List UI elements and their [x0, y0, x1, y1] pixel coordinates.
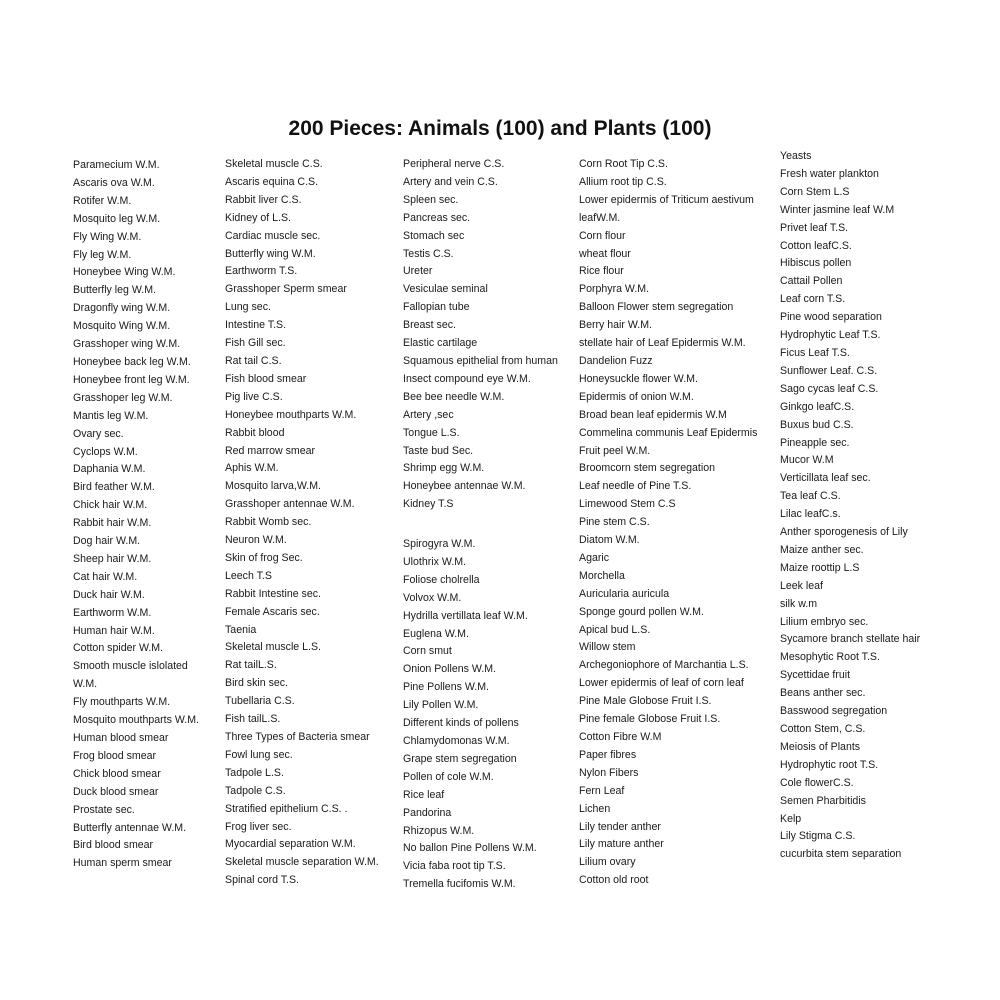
list-item: Mosquito leg W.M. — [73, 212, 161, 225]
list-item: Rabbit liver C.S. — [225, 193, 302, 206]
list-item: Smooth muscle islolated — [73, 660, 188, 673]
list-item: Corn Stem L.S — [780, 185, 850, 198]
list-item: Lichen — [579, 802, 611, 815]
list-item: Cardiac muscle sec. — [225, 229, 321, 242]
animals-list-column-3 — [403, 156, 558, 514]
list-item: Lily mature anther — [579, 838, 664, 851]
list-item: leafW.M. — [579, 211, 621, 224]
list-item: Honeybee front leg W.M. — [73, 373, 190, 386]
list-item: Leaf needle of Pine T.S. — [579, 480, 692, 493]
list-item: Sago cycas leaf C.S. — [780, 382, 879, 395]
list-item: Balloon Flower stem segregation — [579, 301, 734, 314]
list-item: Rabbit Intestine sec. — [225, 587, 321, 600]
list-item: Spirogyra W.M. — [403, 538, 476, 550]
list-item: Fly leg W.M. — [73, 248, 132, 261]
list-item: Fly mouthparts W.M. — [73, 696, 171, 709]
list-item: Cotton leafC.S. — [780, 239, 852, 252]
list-item: Lower epidermis of leaf of corn leaf — [579, 677, 744, 690]
list-item: Human blood smear — [73, 732, 169, 744]
list-item: Fly Wing W.M. — [73, 230, 142, 243]
list-item: Ficus Leaf T.S. — [780, 346, 850, 359]
list-item: Rat tailL.S. — [225, 659, 277, 672]
list-item: Honeybee antennae W.M. — [403, 480, 526, 493]
list-item: Elastic cartilage — [403, 337, 478, 350]
list-item: Cotton Stem, C.S. — [780, 723, 866, 735]
list-item: Lung sec. — [225, 301, 271, 314]
list-item: Leek leaf — [780, 579, 823, 592]
list-item: Human hair W.M. — [73, 624, 155, 637]
list-item: Grasshoper Sperm smear — [225, 283, 347, 296]
list-item: Prostate sec. — [73, 803, 135, 816]
list-item: Ulothrix W.M. — [403, 555, 466, 568]
list-item: Cotton old root — [579, 874, 649, 887]
list-item: Cotton spider W.M. — [73, 642, 164, 655]
list-item: Rice leaf — [403, 788, 445, 801]
list-item: cucurbita stem separation — [780, 848, 902, 861]
list-item: Hydrilla vertillata leaf W.M. — [403, 609, 528, 622]
list-item: Kidney of L.S. — [225, 211, 291, 224]
list-item: Hibiscus pollen — [780, 257, 852, 270]
list-item: Taenia — [225, 623, 257, 636]
list-item: Pollen of cole W.M. — [403, 770, 494, 783]
list-item: Apical bud L.S. — [579, 623, 651, 636]
list-item: Sponge gourd pollen W.M. — [579, 605, 704, 618]
list-item: Human sperm smear — [73, 857, 172, 870]
list-item: Squamous epithelial from human — [403, 354, 558, 367]
list-item: Ginkgo leafC.S. — [780, 400, 855, 413]
list-item: Spleen sec. — [403, 193, 459, 206]
list-item: Ascaris equina C.S. — [225, 175, 319, 188]
list-item: Artery and vein C.S. — [403, 175, 498, 188]
list-item: Rabbit blood — [225, 426, 285, 439]
list-item: Kelp — [780, 812, 802, 825]
list-item: No ballon Pine Pollens W.M. — [403, 842, 537, 855]
list-item: Skeletal muscle L.S. — [225, 641, 321, 654]
list-item: Butterfly wing W.M. — [225, 247, 316, 260]
list-item: Lilac leafC.s. — [780, 508, 841, 521]
list-item: Corn smut — [403, 645, 452, 658]
list-item: Rat tail C.S. — [225, 354, 282, 367]
list-item: stellate hair of Leaf Epidermis W.M. — [579, 337, 746, 350]
list-item: Tremella fucifomis W.M. — [403, 878, 516, 891]
list-item: Female Ascaris sec. — [225, 605, 320, 618]
list-item: Pine wood separation — [780, 311, 882, 324]
list-item: Honeybee back leg W.M. — [73, 355, 191, 368]
list-item: Nylon Fibers — [579, 766, 639, 779]
list-item: Breast sec. — [403, 319, 456, 332]
list-item: Aphis W.M. — [225, 462, 279, 475]
list-item: Mesophytic Root T.S. — [780, 651, 880, 664]
list-item: Rhizopus W.M. — [403, 824, 475, 837]
list-item: Rice flour — [579, 265, 624, 278]
list-item: Pine stem C.S. — [579, 516, 650, 529]
list-item: Mosquito mouthparts W.M. — [73, 714, 199, 727]
list-item: Myocardial separation W.M. — [225, 838, 356, 851]
list-item: Honeybee Wing W.M. — [73, 266, 176, 279]
list-item: Frog liver sec. — [225, 820, 292, 833]
list-item: Cat hair W.M. — [73, 570, 138, 583]
list-item: Insect compound eye W.M. — [403, 372, 531, 385]
list-item: Tubellaria C.S. — [225, 695, 295, 708]
list-item: Onion Pollens W.M. — [403, 663, 497, 676]
list-item: Corn Root Tip C.S. — [579, 158, 668, 170]
list-item: Semen Pharbitidis — [780, 794, 866, 807]
list-item: Chick hair W.M. — [73, 499, 148, 512]
list-item: Broad bean leaf epidermis W.M — [579, 408, 727, 421]
list-item: Frog blood smear — [73, 749, 157, 762]
list-item: Mucor W.M — [780, 454, 834, 467]
list-item: Cattail Pollen — [780, 275, 843, 288]
list-item: Fruit peel W.M. — [579, 444, 651, 457]
list-item: Fish tailL.S. — [225, 713, 281, 726]
list-item: Skin of frog Sec. — [225, 551, 303, 564]
list-item: Broomcorn stem segregation — [579, 462, 716, 475]
list-item: Duck hair W.M. — [73, 588, 145, 601]
list-item: Willow stem — [579, 641, 636, 654]
list-item: Bird feather W.M. — [73, 481, 155, 494]
list-item: Spinal cord T.S. — [225, 874, 300, 887]
list-item: Sycettidae fruit — [780, 669, 851, 682]
list-item: silk w.m — [780, 597, 818, 610]
list-item: Shrimp egg W.M. — [403, 462, 485, 475]
list-item: Pine Pollens W.M. — [403, 681, 489, 694]
list-item: Neuron W.M. — [225, 534, 287, 547]
list-item: Kidney T.S — [403, 498, 454, 511]
list-item: Skeletal muscle C.S. — [225, 158, 323, 170]
list-item: Meiosis of Plants — [780, 740, 861, 753]
list-item: Duck blood smear — [73, 785, 159, 798]
list-item: Butterfly leg W.M. — [73, 284, 157, 297]
list-item: Daphania W.M. — [73, 463, 146, 476]
list-item: Berry hair W.M. — [579, 319, 652, 332]
list-item: Corn flour — [579, 229, 626, 242]
list-item: Ovary sec. — [73, 427, 124, 440]
list-item: Commelina communis Leaf Epidermis — [579, 426, 758, 439]
list-item: Stratified epithelium C.S. . — [225, 802, 348, 815]
list-item: Pine Male Globose Fruit I.S. — [579, 695, 712, 708]
list-item: Foliose cholrella — [403, 573, 480, 586]
list-item: Porphyra W.M. — [579, 283, 650, 296]
plants-list-column-4 — [579, 156, 757, 890]
list-item: Fern Leaf — [579, 784, 625, 797]
list-item: Pandorina — [403, 806, 452, 819]
list-item: Ureter — [403, 265, 433, 278]
list-item: Skeletal muscle separation W.M. — [225, 856, 379, 869]
list-item: Yeasts — [780, 150, 812, 162]
list-item: Anther sporogenesis of Lily — [780, 526, 908, 539]
list-item: Fallopian tube — [403, 301, 470, 314]
list-item: Lilium embryo sec. — [780, 615, 869, 628]
list-item: wheat flour — [579, 247, 631, 260]
list-item: Red marrow smear — [225, 444, 316, 457]
list-item: Beans anther sec. — [780, 687, 866, 700]
list-item: Epidermis of onion W.M. — [579, 390, 694, 403]
list-item: Mosquito Wing W.M. — [73, 320, 171, 333]
list-item: Auricularia auricula — [579, 587, 670, 600]
list-item: Grasshoper wing W.M. — [73, 338, 181, 351]
list-item: Bird blood smear — [73, 839, 154, 852]
list-item: Lower epidermis of Triticum aestivum — [579, 193, 754, 206]
list-item: Taste bud Sec. — [403, 444, 474, 457]
list-item: Bee bee needle W.M. — [403, 390, 505, 403]
animals-list-column-2 — [225, 156, 379, 890]
list-item: Paper fibres — [579, 748, 637, 761]
animals-list-column-1 — [73, 157, 199, 873]
list-item: Agaric — [579, 551, 610, 564]
list-item: Dandelion Fuzz — [579, 354, 653, 367]
list-item: Grasshoper leg W.M. — [73, 391, 173, 404]
list-item: Maize anther sec. — [780, 543, 864, 556]
list-item: Buxus bud C.S. — [780, 418, 854, 431]
list-item: Dog hair W.M. — [73, 535, 141, 548]
list-item: Hydrophytic root T.S. — [780, 758, 879, 771]
list-item: Pine female Globose Fruit I.S. — [579, 713, 721, 726]
list-item: Hydrophytic Leaf T.S. — [780, 329, 881, 342]
list-item: Paramecium W.M. — [73, 159, 160, 171]
list-item: Sycamore branch stellate hair — [780, 633, 921, 646]
list-item: Lily Stigma C.S. — [780, 830, 856, 843]
list-item: Basswood segregation — [780, 705, 888, 718]
list-item: Lily tender anther — [579, 820, 661, 833]
list-item: Tadpole L.S. — [225, 766, 284, 779]
list-item: Fowl lung sec. — [225, 748, 293, 761]
list-item: Morchella — [579, 569, 625, 582]
list-item: Fish blood smear — [225, 372, 307, 385]
list-item: Honeybee mouthparts W.M. — [225, 408, 357, 421]
list-item: Sheep hair W.M. — [73, 552, 152, 565]
list-item: Euglena W.M. — [403, 627, 469, 640]
list-item: Sunflower Leaf. C.S. — [780, 364, 878, 377]
list-item: Cotton Fibre W.M — [579, 731, 662, 743]
plants-list-column-5 — [780, 148, 920, 864]
list-item: Mosquito larva,W.M. — [225, 480, 321, 493]
list-item: Different kinds of pollens — [403, 717, 519, 730]
list-item: Cyclops W.M. — [73, 445, 138, 458]
plants-list-column-3 — [403, 536, 537, 894]
list-item: Three Types of Bacteria smear — [225, 731, 370, 743]
list-item: Mantis leg W.M. — [73, 409, 149, 422]
list-item: Leaf corn T.S. — [780, 293, 846, 306]
list-item: Limewood Stem C.S — [579, 498, 676, 511]
list-item: Intestine T.S. — [225, 319, 287, 332]
list-item: Archegoniophore of Marchantia L.S. — [579, 659, 749, 672]
list-item: Chick blood smear — [73, 767, 161, 780]
list-item: Maize roottip L.S — [780, 561, 860, 574]
list-item: Butterfly antennae W.M. — [73, 821, 187, 834]
list-item: Lily Pollen W.M. — [403, 699, 479, 712]
list-item: Bird skin sec. — [225, 677, 288, 690]
list-item: Honeysuckle flower W.M. — [579, 372, 698, 385]
list-item: Fresh water plankton — [780, 167, 879, 180]
list-item: Earthworm T.S. — [225, 265, 298, 278]
list-item: Cole flowerC.S. — [780, 776, 854, 789]
list-item: Testis C.S. — [403, 247, 454, 260]
list-item: Volvox W.M. — [403, 591, 462, 604]
page-title: 200 Pieces: Animals (100) and Plants (100) — [288, 117, 712, 140]
list-item: Artery ,sec — [403, 408, 454, 421]
list-item: Lilium ovary — [579, 856, 636, 869]
list-item: Stomach sec — [403, 229, 465, 242]
list-item: Winter jasmine leaf W.M — [780, 203, 895, 216]
list-item: Ascaris ova W.M. — [73, 176, 155, 189]
list-item: Tongue L.S. — [403, 426, 460, 439]
list-item: Grasshoper antennae W.M. — [225, 498, 355, 511]
list-item: Rabbit hair W.M. — [73, 517, 152, 530]
list-item: Privet leaf T.S. — [780, 221, 849, 234]
list-item: Vicia faba root tip T.S. — [403, 860, 506, 873]
list-item: Pineapple sec. — [780, 436, 850, 449]
list-item: Chlamydomonas W.M. — [403, 734, 510, 747]
list-item: Leech T.S — [225, 569, 272, 582]
list-item: Earthworm W.M. — [73, 606, 152, 619]
list-item: Diatom W.M. — [579, 534, 640, 547]
list-item: Pig live C.S. — [225, 390, 283, 403]
list-item: Pancreas sec. — [403, 211, 471, 224]
list-item: Allium root tip C.S. — [579, 175, 667, 188]
list-item: Vesiculae seminal — [403, 283, 488, 296]
list-item: Rabbit Womb sec. — [225, 516, 312, 529]
list-item: Grape stem segregation — [403, 752, 517, 765]
list-item: Tadpole C.S. — [225, 784, 286, 797]
list-item: Tea leaf C.S. — [780, 490, 841, 503]
list-item: Dragonfly wing W.M. — [73, 302, 171, 315]
list-item: Verticillata leaf sec. — [780, 472, 871, 485]
list-item: W.M. — [73, 678, 98, 691]
list-item: Fish Gill sec. — [225, 337, 286, 350]
list-item: Peripheral nerve C.S. — [403, 158, 505, 170]
list-item: Rotifer W.M. — [73, 194, 132, 207]
